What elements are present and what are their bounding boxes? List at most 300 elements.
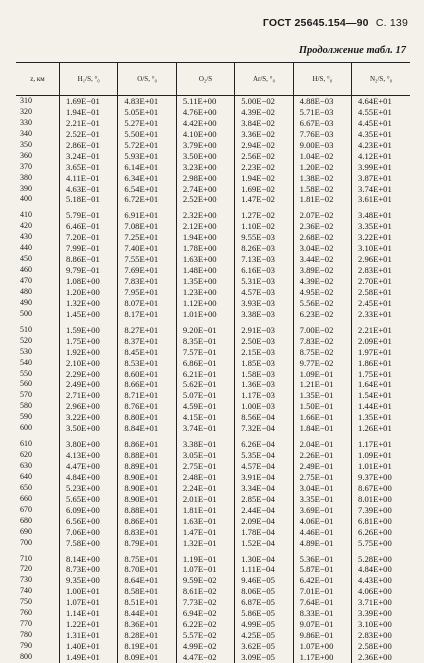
cell-he: 3.65E−01	[60, 162, 118, 173]
cell-o2: 6.86E−01	[176, 358, 234, 369]
cell-o2: 6.22E−02	[176, 619, 234, 630]
cell-he: 3.50E+00	[60, 423, 118, 434]
col-header-he: H₁/S, °₀	[60, 63, 118, 96]
cell-h: 2.04E−01	[293, 439, 351, 450]
cell-n2: 4.12E+01	[352, 151, 410, 162]
cell-o2: 9.20E−01	[176, 325, 234, 336]
cell-altitude: 540	[20, 357, 32, 367]
cell-h: 1.58E−02	[293, 184, 351, 195]
cell-h: 1.09E−01	[293, 369, 351, 380]
cell-n2: 3.10E+01	[352, 243, 410, 254]
cell-o: 8.90E+01	[118, 472, 176, 483]
cell-altitude: 390	[20, 183, 32, 193]
cell-o: 5.27E+01	[118, 118, 176, 129]
table-row	[16, 194, 410, 205]
cell-o: 8.86E+01	[118, 439, 176, 450]
cell-altitude: 490	[20, 297, 32, 307]
cell-h: 2.49E−01	[293, 461, 351, 472]
cell-o2: 1.48E+00	[176, 265, 234, 276]
cell-n2: 1.64E+01	[352, 379, 410, 390]
table-row	[16, 140, 410, 151]
cell-he: 1.40E+01	[60, 641, 118, 652]
table-row	[16, 564, 410, 575]
cell-o2: 4.15E−01	[176, 412, 234, 423]
cell-ar: 1.78E−04	[235, 527, 293, 538]
table-row	[16, 472, 410, 483]
cell-n2: 2.36E+00	[352, 652, 410, 663]
col-header-o2: O₂/S	[176, 63, 234, 96]
cell-o2: 5.11E+00	[176, 96, 234, 107]
cell-he: 4.11E−01	[60, 173, 118, 184]
cell-n2: 1.09E+01	[352, 450, 410, 461]
cell-he: 4.63E−01	[60, 184, 118, 195]
cell-he: 1.45E+00	[60, 309, 118, 320]
cell-ar: 2.15E−03	[235, 347, 293, 358]
cell-h: 9.86E−01	[293, 630, 351, 641]
cell-h: 8.75E−02	[293, 347, 351, 358]
cell-ar: 6.87E−05	[235, 597, 293, 608]
table-continuation-caption: Продолжение табл. 17	[298, 45, 406, 56]
table-row	[16, 336, 410, 347]
cell-ar: 5.35E−04	[235, 450, 293, 461]
cell-he: 6.09E+00	[60, 505, 118, 516]
cell-altitude: 640	[20, 471, 32, 481]
table-header-row	[16, 63, 410, 96]
cell-altitude: 330	[20, 117, 32, 127]
cell-n2: 1.26E+01	[352, 423, 410, 434]
cell-he: 9.79E−01	[60, 265, 118, 276]
cell-he: 9.35E+00	[60, 575, 118, 586]
cell-ar: 2.09E−04	[235, 516, 293, 527]
cell-n2: 2.58E+00	[352, 641, 410, 652]
col-header-h: H/S, °₀	[293, 63, 351, 96]
cell-n2: 2.45E+01	[352, 298, 410, 309]
cell-he: 1.08E+00	[60, 276, 118, 287]
cell-o: 7.83E+01	[118, 276, 176, 287]
cell-altitude: 600	[20, 423, 32, 433]
cell-he: 7.06E+00	[60, 527, 118, 538]
cell-o2: 4.10E+00	[176, 129, 234, 140]
cell-ar: 8.56E−04	[235, 412, 293, 423]
cell-n2: 1.44E+01	[352, 401, 410, 412]
cell-ar: 8.26E−03	[235, 243, 293, 254]
cell-o: 5.93E+01	[118, 151, 176, 162]
cell-n2: 3.71E+00	[352, 597, 410, 608]
cell-o: 8.37E+01	[118, 336, 176, 347]
table-row	[16, 641, 410, 652]
cell-n2: 2.83E+00	[352, 630, 410, 641]
cell-altitude: 310	[20, 96, 32, 105]
cell-h: 5.36E−01	[293, 554, 351, 565]
cell-h: 7.76E−03	[293, 129, 351, 140]
cell-o: 5.72E+01	[118, 140, 176, 151]
cell-o: 8.45E+01	[118, 347, 176, 358]
cell-h: 1.20E−02	[293, 162, 351, 173]
cell-h: 2.07E−02	[293, 210, 351, 221]
cell-o: 7.95E+01	[118, 287, 176, 298]
cell-o2: 2.24E−01	[176, 483, 234, 494]
table-row	[16, 554, 410, 565]
cell-ar: 3.84E−02	[235, 118, 293, 129]
cell-o: 8.19E+01	[118, 641, 176, 652]
cell-ar: 6.26E−04	[235, 439, 293, 450]
cell-ar: 1.52E−04	[235, 538, 293, 549]
table-row	[16, 276, 410, 287]
cell-o2: 2.32E+00	[176, 210, 234, 221]
cell-h: 2.68E−02	[293, 232, 351, 243]
cell-o: 8.07E+01	[118, 298, 176, 309]
cell-o: 6.72E+01	[118, 194, 176, 205]
cell-o2: 5.62E−01	[176, 379, 234, 390]
cell-altitude: 650	[20, 482, 32, 492]
cell-n2: 1.86E+01	[352, 358, 410, 369]
cell-o2: 1.63E−01	[176, 516, 234, 527]
cell-h: 8.33E−01	[293, 608, 351, 619]
table-row	[16, 184, 410, 195]
cell-he: 2.86E−01	[60, 140, 118, 151]
cell-altitude: 790	[20, 641, 32, 650]
cell-n2: 1.97E+01	[352, 347, 410, 358]
cell-n2: 1.54E+01	[352, 390, 410, 401]
table-row	[16, 439, 410, 450]
cell-n2: 2.58E+01	[352, 287, 410, 298]
cell-h: 3.69E−01	[293, 505, 351, 516]
cell-o2: 1.78E+00	[176, 243, 234, 254]
cell-altitude: 590	[20, 412, 32, 422]
cell-altitude: 760	[20, 608, 32, 618]
data-table	[16, 62, 410, 663]
cell-n2: 3.48E+01	[352, 210, 410, 221]
cell-o2: 4.42E+00	[176, 118, 234, 129]
cell-altitude: 680	[20, 515, 32, 525]
cell-h: 3.04E−01	[293, 483, 351, 494]
cell-ar: 5.31E−03	[235, 276, 293, 287]
table-row	[16, 608, 410, 619]
cell-n2: 4.64E+01	[352, 96, 410, 107]
cell-he: 1.69E−01	[60, 96, 118, 107]
cell-ar: 8.06E−05	[235, 586, 293, 597]
cell-o2: 6.94E−02	[176, 608, 234, 619]
cell-he: 8.14E+00	[60, 554, 118, 565]
cell-o2: 1.32E−01	[176, 538, 234, 549]
cell-n2: 5.28E+00	[352, 554, 410, 565]
cell-h: 1.17E+00	[293, 652, 351, 663]
cell-o2: 9.59E−02	[176, 575, 234, 586]
cell-o: 6.34E+01	[118, 173, 176, 184]
cell-o2: 1.12E+00	[176, 298, 234, 309]
cell-n2: 5.75E+00	[352, 538, 410, 549]
cell-altitude: 690	[20, 526, 32, 536]
cell-n2: 2.96E+01	[352, 254, 410, 265]
cell-o2: 3.38E−01	[176, 439, 234, 450]
table-body	[16, 96, 410, 663]
cell-o2: 1.19E−01	[176, 554, 234, 565]
col-header-o: O/S, °₀	[118, 63, 176, 96]
cell-o2: 2.01E−01	[176, 494, 234, 505]
cell-h: 2.75E−01	[293, 472, 351, 483]
cell-h: 1.35E−01	[293, 390, 351, 401]
cell-n2: 1.35E+01	[352, 412, 410, 423]
cell-o: 8.60E+01	[118, 369, 176, 380]
table-row	[16, 118, 410, 129]
cell-o2: 1.07E−01	[176, 564, 234, 575]
cell-altitude: 740	[20, 586, 32, 596]
cell-o: 5.50E+01	[118, 129, 176, 140]
cell-o2: 2.48E−01	[176, 472, 234, 483]
cell-h: 2.36E−02	[293, 221, 351, 232]
table-row	[16, 527, 410, 538]
cell-ar: 3.91E−04	[235, 472, 293, 483]
cell-he: 4.84E+00	[60, 472, 118, 483]
cell-he: 3.80E+00	[60, 439, 118, 450]
cell-altitude: 720	[20, 564, 32, 574]
cell-he: 1.49E+01	[60, 652, 118, 663]
cell-n2: 2.70E+01	[352, 276, 410, 287]
cell-ar: 4.39E−02	[235, 107, 293, 118]
cell-o2: 2.74E+00	[176, 184, 234, 195]
cell-o2: 3.05E−01	[176, 450, 234, 461]
cell-ar: 7.32E−04	[235, 423, 293, 434]
cell-h: 5.87E−01	[293, 564, 351, 575]
cell-o: 8.90E+01	[118, 483, 176, 494]
table-row	[16, 505, 410, 516]
cell-n2: 9.37E+00	[352, 472, 410, 483]
cell-he: 2.71E+00	[60, 390, 118, 401]
cell-h: 7.00E−02	[293, 325, 351, 336]
cell-he: 6.56E+00	[60, 516, 118, 527]
cell-h: 7.64E−01	[293, 597, 351, 608]
cell-o2: 1.35E+00	[176, 276, 234, 287]
cell-he: 7.58E+00	[60, 538, 118, 549]
cell-h: 4.39E−02	[293, 276, 351, 287]
cell-o: 8.17E+01	[118, 309, 176, 320]
cell-altitude: 480	[20, 286, 32, 296]
cell-ar: 3.36E−02	[235, 129, 293, 140]
cell-ar: 1.00E−03	[235, 401, 293, 412]
cell-o: 8.09E+01	[118, 652, 176, 663]
cell-ar: 1.27E−02	[235, 210, 293, 221]
cell-altitude: 400	[20, 194, 32, 204]
cell-o: 7.55E+01	[118, 254, 176, 265]
cell-he: 1.32E+00	[60, 298, 118, 309]
cell-o2: 5.07E−01	[176, 390, 234, 401]
cell-he: 3.24E−01	[60, 151, 118, 162]
cell-n2: 3.87E+01	[352, 173, 410, 184]
cell-o: 8.70E+01	[118, 564, 176, 575]
cell-h: 5.71E−03	[293, 107, 351, 118]
cell-he: 4.47E+00	[60, 461, 118, 472]
cell-ar: 9.55E−03	[235, 232, 293, 243]
cell-o: 8.64E+01	[118, 575, 176, 586]
cell-he: 1.92E+00	[60, 347, 118, 358]
cell-altitude: 320	[20, 106, 32, 116]
cell-o: 7.69E+01	[118, 265, 176, 276]
cell-he: 5.23E+00	[60, 483, 118, 494]
cell-n2: 3.35E+01	[352, 221, 410, 232]
table-row	[16, 298, 410, 309]
cell-h: 1.07E+00	[293, 641, 351, 652]
cell-o: 5.05E+01	[118, 107, 176, 118]
cell-ar: 1.17E−03	[235, 390, 293, 401]
cell-ar: 1.11E−04	[235, 564, 293, 575]
table-row	[16, 461, 410, 472]
cell-o2: 4.99E−02	[176, 641, 234, 652]
cell-n2: 4.35E+01	[352, 129, 410, 140]
cell-he: 7.99E−01	[60, 243, 118, 254]
cell-o2: 2.12E+00	[176, 221, 234, 232]
table-row	[16, 129, 410, 140]
cell-o2: 2.98E+00	[176, 173, 234, 184]
cell-h: 1.84E−01	[293, 423, 351, 434]
table-row	[16, 369, 410, 380]
cell-n2: 4.45E+01	[352, 118, 410, 129]
cell-h: 1.21E−01	[293, 379, 351, 390]
cell-altitude: 470	[20, 276, 32, 285]
cell-n2: 1.75E+01	[352, 369, 410, 380]
cell-he: 5.18E−01	[60, 194, 118, 205]
cell-altitude: 380	[20, 172, 32, 182]
cell-n2: 4.23E+01	[352, 140, 410, 151]
cell-he: 2.96E+00	[60, 401, 118, 412]
cell-o: 8.84E+01	[118, 423, 176, 434]
cell-n2: 6.26E+00	[352, 527, 410, 538]
cell-h: 3.44E−02	[293, 254, 351, 265]
cell-h: 5.56E−02	[293, 298, 351, 309]
table-row	[16, 412, 410, 423]
col-header-altitude: z, км	[16, 63, 60, 96]
cell-he: 1.31E+01	[60, 630, 118, 641]
cell-altitude: 560	[20, 379, 32, 389]
table-row	[16, 538, 410, 549]
cell-h: 6.42E−01	[293, 575, 351, 586]
cell-ar: 5.86E−05	[235, 608, 293, 619]
data-table-container	[16, 62, 410, 663]
cell-ar: 4.57E−04	[235, 461, 293, 472]
cell-o2: 8.61E−02	[176, 586, 234, 597]
cell-o2: 3.74E−01	[176, 423, 234, 434]
cell-n2: 7.39E+00	[352, 505, 410, 516]
cell-n2: 4.84E+00	[352, 564, 410, 575]
cell-ar: 4.57E−03	[235, 287, 293, 298]
cell-o: 7.40E+01	[118, 243, 176, 254]
table-row	[16, 107, 410, 118]
cell-ar: 1.69E−02	[235, 184, 293, 195]
cell-o2: 4.59E−01	[176, 401, 234, 412]
cell-o: 8.80E+01	[118, 412, 176, 423]
cell-altitude: 370	[20, 161, 32, 171]
cell-o: 6.91E+01	[118, 210, 176, 221]
cell-he: 2.21E−01	[60, 118, 118, 129]
cell-n2: 3.99E+01	[352, 162, 410, 173]
table-row	[16, 162, 410, 173]
cell-o: 8.58E+01	[118, 586, 176, 597]
cell-altitude: 710	[20, 553, 32, 563]
cell-altitude: 500	[20, 308, 32, 318]
table-row	[16, 347, 410, 358]
cell-altitude: 630	[20, 461, 32, 470]
cell-altitude: 800	[20, 651, 32, 661]
cell-altitude: 450	[20, 254, 32, 264]
table-row	[16, 379, 410, 390]
cell-he: 4.13E+00	[60, 450, 118, 461]
table-row	[16, 575, 410, 586]
cell-o2: 2.75E−01	[176, 461, 234, 472]
cell-altitude: 660	[20, 493, 32, 503]
table-row	[16, 151, 410, 162]
cell-altitude: 520	[20, 335, 32, 345]
table-row	[16, 173, 410, 184]
cell-n2: 1.17E+01	[352, 439, 410, 450]
table-row	[16, 652, 410, 663]
cell-o: 4.83E+01	[118, 96, 176, 107]
cell-n2: 2.21E+01	[352, 325, 410, 336]
cell-altitude: 340	[20, 128, 32, 138]
cell-altitude: 530	[20, 346, 32, 356]
cell-o: 8.88E+01	[118, 450, 176, 461]
cell-o2: 1.23E+00	[176, 287, 234, 298]
cell-altitude: 410	[20, 210, 32, 220]
cell-n2: 4.43E+00	[352, 575, 410, 586]
table-row	[16, 254, 410, 265]
cell-o2: 1.63E+00	[176, 254, 234, 265]
cell-o2: 4.76E+00	[176, 107, 234, 118]
cell-he: 2.10E+00	[60, 358, 118, 369]
cell-he: 1.22E+01	[60, 619, 118, 630]
cell-h: 9.00E−03	[293, 140, 351, 151]
table-row	[16, 309, 410, 320]
cell-he: 8.73E+00	[60, 564, 118, 575]
cell-he: 2.52E−01	[60, 129, 118, 140]
table-row	[16, 96, 410, 107]
cell-h: 7.83E−02	[293, 336, 351, 347]
cell-h: 4.89E−01	[293, 538, 351, 549]
cell-ar: 1.94E−02	[235, 173, 293, 184]
cell-o: 8.53E+01	[118, 358, 176, 369]
page-header	[263, 17, 408, 29]
cell-n2: 3.39E+00	[352, 608, 410, 619]
cell-ar: 1.58E−03	[235, 369, 293, 380]
table-row	[16, 243, 410, 254]
cell-he: 1.00E+01	[60, 586, 118, 597]
cell-n2: 3.61E+01	[352, 194, 410, 205]
cell-ar: 1.47E−02	[235, 194, 293, 205]
cell-o: 8.71E+01	[118, 390, 176, 401]
cell-h: 3.89E−02	[293, 265, 351, 276]
cell-altitude: 550	[20, 368, 32, 378]
cell-altitude: 770	[20, 619, 32, 629]
table-row	[16, 390, 410, 401]
cell-h: 9.07E−01	[293, 619, 351, 630]
cell-h: 3.04E−02	[293, 243, 351, 254]
cell-he: 1.20E+00	[60, 287, 118, 298]
table-row	[16, 483, 410, 494]
cell-ar: 1.10E−02	[235, 221, 293, 232]
cell-altitude: 510	[20, 324, 32, 334]
table-row	[16, 516, 410, 527]
cell-altitude: 430	[20, 232, 32, 242]
cell-n2: 3.22E+01	[352, 232, 410, 243]
cell-o: 8.83E+01	[118, 527, 176, 538]
cell-altitude: 580	[20, 401, 32, 411]
table-row	[16, 597, 410, 608]
table-row	[16, 265, 410, 276]
cell-o: 8.66E+01	[118, 379, 176, 390]
table-row	[16, 401, 410, 412]
cell-h: 1.50E−01	[293, 401, 351, 412]
cell-he: 1.75E+00	[60, 336, 118, 347]
cell-ar: 6.16E−03	[235, 265, 293, 276]
cell-o: 6.54E+01	[118, 184, 176, 195]
